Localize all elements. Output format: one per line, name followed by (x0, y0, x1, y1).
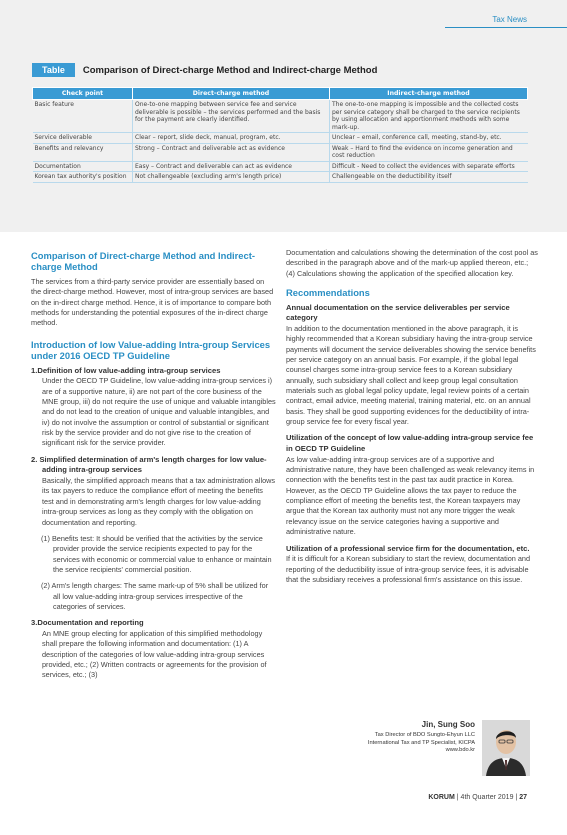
table-cell: Basic feature (33, 100, 133, 133)
table-row (33, 161, 528, 172)
footer-separator: | (515, 794, 520, 801)
author-website: www.bdo.kr (445, 747, 475, 754)
table-cell: Unclear – email, conference call, meeting, stand-by, etc. (330, 133, 528, 144)
col-header: Indirect-charge method (330, 88, 528, 100)
subheading-professional-firm: Utilization of a professional service firm for the documentation, etc. (286, 543, 530, 553)
paragraph-definition: Under the OECD TP Guideline, low value-adding intra-group services i) are of a supportive nature, ii) are not part of the core business of the MNE group, iii) do not require the use of unique and valuable intangibles and do not lead to the creation of unique and valuable intangibles, and iv) do not involve the assumption or control of substantial or significant risk by the service provider and do not give rise to the creation of significant risk for the service provider. (42, 376, 276, 448)
table-cell: Service deliverable (33, 133, 133, 144)
col-header: Check point (33, 88, 133, 100)
table-header-row (33, 88, 528, 100)
table-cell: Korean tax authority's position (33, 172, 133, 183)
table-cell: Challengeable on the deductibility itself (330, 172, 528, 183)
issue-label: 4th Quarter 2019 (460, 794, 514, 801)
comparison-table (32, 87, 528, 183)
table-cell: Not challengeable (excluding arm's length price) (133, 172, 330, 183)
col-header: Direct-charge method (133, 88, 330, 100)
table-title: Comparison of Direct-charge Method and Indirect-charge Method (82, 64, 378, 76)
table-cell: Documentation (33, 161, 133, 172)
subheading-simplified: 2. Simplified determination of arm's length charges for low value-adding intra-group services (31, 454, 267, 475)
paragraph-continued: Documentation and calculations showing the determination of the cost pool as described in the paragraph above and of the mark-up applied thereon, etc.; (4) Calculations showing the application of the specified allocation key. (286, 248, 538, 278)
paragraph-documentation: An MNE group electing for application of this simplified methodology shall prepare the following information and documentation: (1) A description of the categories of low value-adding intra-group services provided, etc.; (2) Written contracts or agreements for the provision of services, etc.; (3) (42, 629, 267, 680)
table-cell: The one-to-one mapping is impossible and the collected costs per service category shall be charged to the service recipients by using allocation and apportionment methods with some mark-up. (330, 100, 528, 133)
table-cell: Difficult - Need to collect the evidences with separate efforts (330, 161, 528, 172)
paragraph-benefits-test: (1) Benefits test: It should be verified that the activities by the service provider provide the service recipients expected to pay for the services with economic or commercial value to enhance or maintain the service recipients' commercial position. (41, 533, 272, 574)
right-column (286, 248, 538, 591)
paragraph-simplified: Basically, the simplified approach means that a tax administration allows its tax payers to reduce the compliance effort of meeting the benefits test and in demonstrating arm's length charges for low value-adding intra-group services as long as they comply with the obligation on documentation and reporting. (42, 476, 276, 527)
table-row (33, 143, 528, 161)
paragraph-annual-documentation: In addition to the documentation mentioned in the above paragraph, it is highly recommended that a Korean subsidiary having the intra-group service payments will document the service deliverables showing the service benefits per service category on an annual basis. For example, if the global legal counsel charges some intra-group service fees to a Korean subsidiary annually, such subsidiary shall collect and keep group legal consultation materials such as global legal policy update, legal review points of a certain contract, email advice, meeting material, training material, etc. on an annual basis. They shall be good supporting evidences for the deductibility of intra-group service fee for every fiscal year. (286, 323, 536, 427)
table-cell: Easy – Contract and deliverable can act as evidence (133, 161, 330, 172)
table-row (33, 133, 528, 144)
subheading-annual-documentation: Annual documentation on the service deliverables per service category (286, 302, 510, 323)
subheading-documentation: 3.Documentation and reporting (31, 618, 144, 628)
table-caption (32, 63, 377, 77)
paragraph-intro: The services from a third-party service provider are essentially based on the direct-charge method. However, most of intra-group services are based on the in-direct charge method. Hence, it is of importance to compare both methods for understanding the potential exposures of the in-direct charge method. (31, 276, 274, 328)
table-cell: Weak – Hard to find the evidence on income generation and cost reduction (330, 143, 528, 161)
paragraph-arms-length: (2) Arm's length charges: The same mark-up of 5% shall be utilized for all low value-adding intra-group services irrespective of the categories of services. (41, 581, 269, 612)
paragraph-utilization-concept: As low value-adding intra-group services are of a supportive and administrative nature, they have been challenged as weak relevancy items in connection with the benefits test in the past tax audit practice in Korea. However, as the OECD TP Guideline allows the tax payer to reduce the compliance effort of meeting the benefits test, the Korean taxpayers may argue that the Korean tax authority must not any more trigger the weak relevancy issue on the service categories having a supportive and administrative nature. (286, 454, 535, 537)
author-specialty: International Tax and TP Specialist, KICPA (367, 739, 475, 746)
author-photo (482, 720, 530, 776)
table-badge: Table (32, 63, 75, 77)
left-column (31, 250, 276, 687)
table-cell: One-to-one mapping between service fee and service deliverable is possible – the services performed and the basis for the payment are clearly identified. (133, 100, 330, 133)
footer-separator: | (456, 794, 461, 801)
section-label: Tax News (492, 15, 527, 24)
header-rule (445, 27, 567, 28)
table-row (33, 172, 528, 183)
portrait-illustration (482, 720, 530, 776)
heading-introduction: Introduction of low Value-adding Intra-group Services under 2016 OECD TP Guideline (31, 338, 271, 362)
table-cell: Benefits and relevancy (33, 143, 133, 161)
paragraph-professional-firm: If it is difficult for a Korean subsidiary to start the review, documentation and reporting of the deductibility issue of intra-group service fees, it is advisable that the subsidiary receives a professional firm's assistance on this issue. (286, 554, 531, 584)
heading-comparison: Comparison of Direct-charge Method and Indirect-charge Method (31, 250, 255, 273)
page-footer (428, 794, 527, 801)
page-number: 27 (519, 794, 527, 801)
magazine-name: KORUM (428, 794, 455, 801)
table-cell: Clear – report, slide deck, manual, program, etc. (133, 133, 330, 144)
author-block (330, 720, 475, 755)
subheading-utilization-concept: Utilization of the concept of low value-adding intra-group service fee in OECD TP Guideline (286, 433, 534, 454)
heading-recommendations: Recommendations (286, 287, 370, 299)
author-title: Tax Director of BDO Sungto-Ehyun LLC (374, 732, 475, 739)
table-row (33, 100, 528, 133)
table-cell: Strong – Contract and deliverable act as evidence (133, 143, 330, 161)
subheading-definition: 1.Definition of low value-adding intra-group services (31, 365, 221, 375)
author-name: Jin, Sung Soo (421, 720, 475, 729)
